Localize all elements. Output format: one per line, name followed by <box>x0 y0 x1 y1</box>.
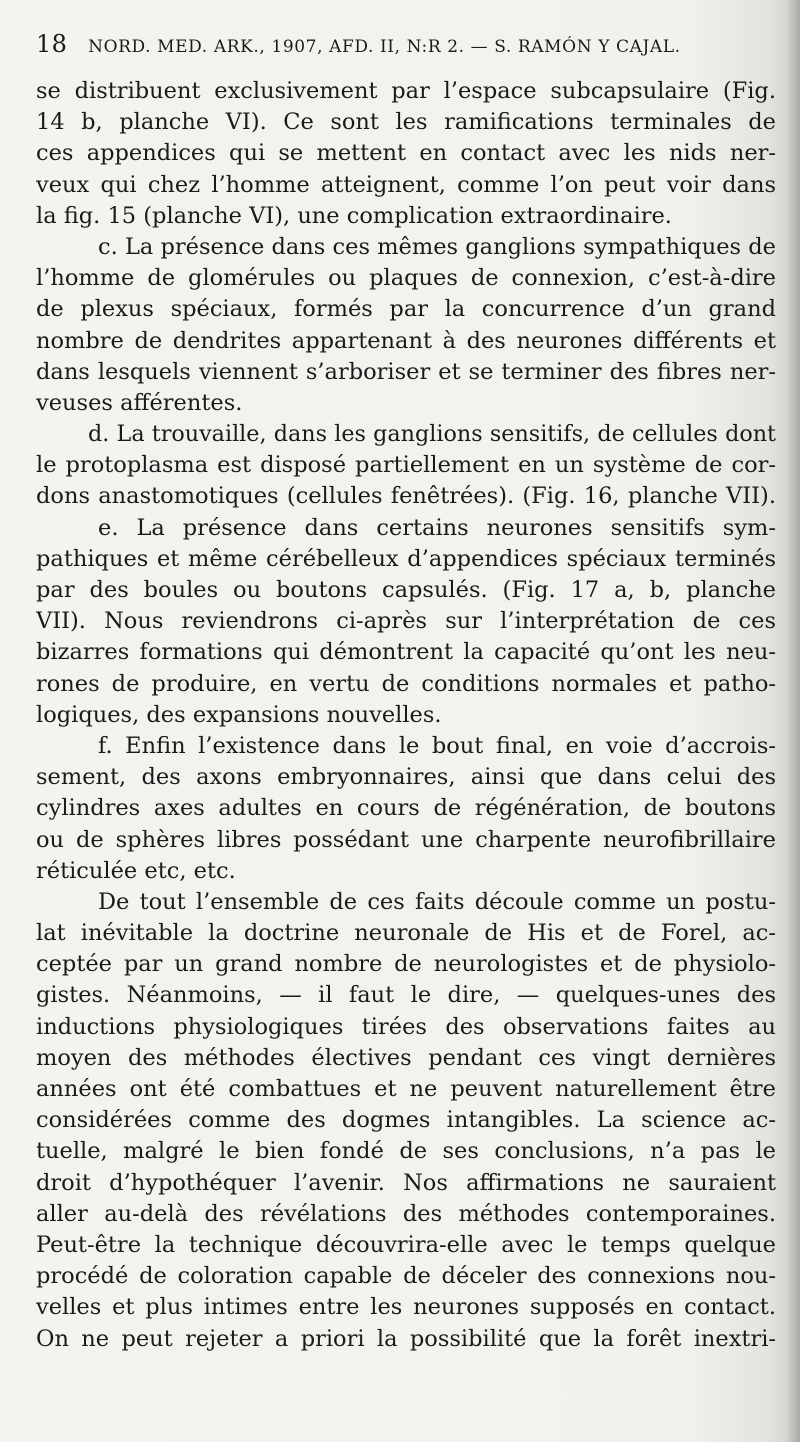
text-line: Peut-être la technique découvrira-elle avec le temps quelque <box>36 1231 776 1258</box>
text-line: logiques, des expansions nouvelles. <box>36 701 442 728</box>
text-line: velles et plus intimes entre les neurones supposés en contact. <box>36 1294 776 1321</box>
text-line: réticulée etc, etc. <box>36 857 236 884</box>
paragraph-c-first-line: c. La présence dans ces mêmes ganglions sympathiques de <box>98 233 776 260</box>
text-line: droit d’hypothéquer l’avenir. Nos affirmations ne sauraient <box>36 1169 776 1196</box>
text-line: dans lesquels viennent s’arboriser et se terminer des fibres ner- <box>36 358 776 385</box>
text-line: bizarres formations qui démontrent la capacité qu’ont les neu- <box>36 639 776 666</box>
text-line: 14 b, planche VI). Ce sont les ramifications terminales de <box>36 109 776 136</box>
text-line: inductions physiologiques tirées des observations faites au <box>36 1013 776 1040</box>
text-line: aller au-delà des révélations des méthodes contemporaines. <box>36 1200 776 1227</box>
text-line: veux qui chez l’homme atteignent, comme l’on peut voir dans <box>36 171 776 198</box>
text-line: rones de produire, en vertu de conditions normales et patho- <box>36 670 776 697</box>
paragraph-e-first-line: e. La présence dans certains neurones sensitifs sym- <box>98 514 776 541</box>
text-line: se distribuent exclusivement par l’espace subcapsulaire (Fig. <box>36 78 776 104</box>
text-line: lat inévitable la doctrine neuronale de His et de Forel, ac- <box>36 920 776 947</box>
text-line: nombre de dendrites appartenant à des neurones différents et <box>36 327 776 354</box>
text-line: tuelle, malgré le bien fondé de ses conclusions, n’a pas le <box>36 1138 776 1165</box>
text-line: ceptée par un grand nombre de neurologistes et de physiolo- <box>36 951 776 978</box>
body-text <box>36 76 776 1355</box>
page-number: 18 <box>36 30 68 58</box>
text-line: ces appendices qui se mettent en contact avec les nids ner- <box>36 140 776 167</box>
text-line: le protoplasma est disposé partiellement en un système de cor- <box>36 452 776 479</box>
paragraph-conclusion-first-line: De tout l’ensemble de ces faits découle comme un postu- <box>98 888 776 915</box>
text-line: la fig. 15 (planche VI), une complication extraordinaire. <box>36 202 672 229</box>
text-line: années ont été combattues et ne peuvent naturellement être <box>36 1076 776 1102</box>
text-line: de plexus spéciaux, formés par la concurrence d’un grand <box>36 296 776 323</box>
text-line: dons anastomotiques (cellules fenêtrées). (Fig. 16, planche VII). <box>36 483 776 510</box>
text-line: l’homme de glomérules ou plaques de connexion, c’est-à-dire <box>36 265 776 292</box>
text-line: cylindres axes adultes en cours de régénération, de boutons <box>36 795 776 822</box>
paragraph-f-first-line: f. Enfin l’existence dans le bout final, en voie d’accrois- <box>98 732 776 759</box>
text-line: On ne peut rejeter a priori la possibilité que la forêt inextri- <box>36 1325 776 1352</box>
page-header <box>36 30 776 66</box>
text-line: sement, des axons embryonnaires, ainsi que dans celui des <box>36 764 776 791</box>
text-line: VII). Nous reviendrons ci-après sur l’interprétation de ces <box>36 608 776 635</box>
paragraph-d-first-line: d. La trouvaille, dans les ganglions sensitifs, de cellules dont <box>88 421 776 448</box>
text-line: par des boules ou boutons capsulés. (Fig. 17 a, b, planche <box>36 577 776 603</box>
text-line: ou de sphères libres possédant une charpente neurofibrillaire <box>36 826 776 853</box>
page-edge-shadow <box>786 0 800 1442</box>
text-line: considérées comme des dogmes intangibles. La science ac- <box>36 1107 776 1134</box>
text-line: moyen des méthodes électives pendant ces vingt dernières <box>36 1044 776 1071</box>
running-head: NORD. MED. ARK., 1907, AFD. II, N:R 2. — S. RAMÓN Y CAJAL. <box>88 37 681 57</box>
text-line: veuses afférentes. <box>36 389 243 416</box>
text-line: gistes. Néanmoins, — il faut le dire, — quelques-unes des <box>36 982 776 1009</box>
text-line: procédé de coloration capable de déceler des connexions nou- <box>36 1263 776 1290</box>
text-line: pathiques et même cérébelleux d’appendices spéciaux terminés <box>36 545 776 572</box>
